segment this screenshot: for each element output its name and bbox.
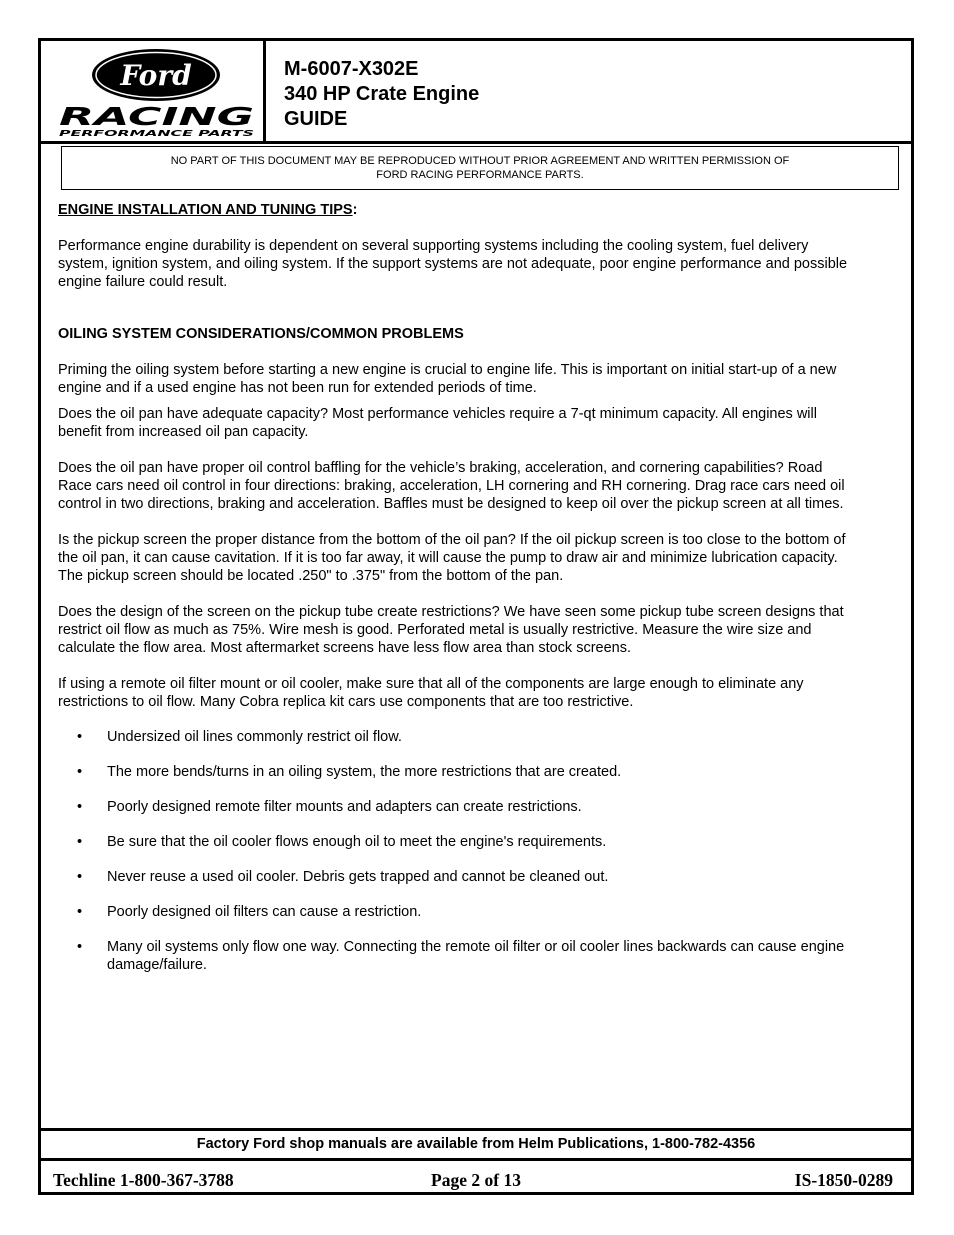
bullet-icon: • [77,939,83,955]
intro-paragraph: Performance engine durability is dependent on several supporting systems including the cooling system, fuel delivery system, ignition system, and oiling system. If the support systems are not adequate, poor engine performance and possible engine failure could result. [58,238,848,290]
paragraph: Does the oil pan have proper oil control baffling for the vehicle’s braking, acceleration, and cornering capabilities? Road Race cars need oil control in four directions: braking, acceleration, LH cornering and RH cornering. Drag race cars need oil control in two directions, braking and acceleration. Baffles must be designed to keep oil over the pickup screen at all times. [58,460,845,512]
logo-ford-text: Ford [120,59,192,92]
paragraph: Does the design of the screen on the pickup tube create restrictions? We have seen some pickup tube screen designs that restrict oil flow as much as 75%. Wire mesh is good. Perforated metal is usually restrictive. Measure the wire size and calculate the flow area. Most aftermarket screens have less flow area than stock screens. [58,604,844,656]
paragraph: Does the oil pan have adequate capacity? Most performance vehicles require a 7-qt minimum capacity. All engines will benefit from increased oil pan capacity. [58,406,817,440]
document-header [41,41,911,144]
logo-graphic [41,41,263,141]
shop-manuals-note: Factory Ford shop manuals are available from Helm Publications, 1-800-782-4356 [41,1128,911,1161]
document-frame [38,38,914,1195]
oiling-tips-list [58,728,858,974]
page-footer [41,1161,911,1192]
bullet-icon: • [77,764,83,780]
notice-line-2: FORD RACING PERFORMANCE PARTS. [376,169,584,181]
copyright-notice [61,146,899,190]
list-item: • Many oil systems only flow one way. Connecting the remote oil filter or oil cooler lines backwards can cause engine damage/failure. [77,939,845,973]
bullet-icon: • [77,834,83,850]
list-item: • Undersized oil lines commonly restrict oil flow. [77,729,402,745]
list-item: • The more bends/turns in an oiling system, the more restrictions that are created. [77,764,622,780]
list-item: • Poorly designed remote filter mounts and adapters can create restrictions. [77,799,582,815]
ford-racing-logo [41,41,266,141]
product-name: 340 HP Crate Engine [284,83,480,105]
bullet-icon: • [77,869,83,885]
paragraph: Priming the oiling system before starting a new engine is crucial to engine life. This is important on initial start-up of a new engine and if a used engine has not been run for extended periods of time. [58,362,837,396]
section-heading-oiling: OILING SYSTEM CONSIDERATIONS/COMMON PROBLEMS [58,326,464,342]
list-item: • Never reuse a used oil cooler. Debris gets trapped and cannot be cleaned out. [77,869,609,885]
techline-number: Techline 1-800-367-3788 [53,1170,234,1190]
document-body [58,201,858,991]
document-title-block [284,57,479,132]
section-heading-installation: ENGINE INSTALLATION AND TUNING TIPS: [58,202,358,218]
paragraph: Is the pickup screen the proper distance from the bottom of the oil pan? If the oil pickup screen is too close to the bottom of the oil pan, it can cause cavitation. If it is too far away, it will cause the pump to draw air and minimize lubrication capacity. The pickup screen should be located .250" to .375" from the bottom of the pan. [58,532,846,584]
list-item: • Poorly designed oil filters can cause a restriction. [77,904,422,920]
part-number: M-6007-X302E [284,58,419,80]
document-type: GUIDE [284,108,348,130]
logo-tagline-text: PERFORMANCE PARTS [59,129,255,138]
paragraph: If using a remote oil filter mount or oil cooler, make sure that all of the components are large enough to eliminate any restrictions to oil flow. Many Cobra replica kit cars use components that are too restrictive. [58,676,804,710]
list-item: • Be sure that the oil cooler flows enough oil to meet the engine's requirements. [77,834,607,850]
logo-racing-text: RACING [59,102,254,131]
document-id: IS-1850-0289 [794,1170,893,1190]
bullet-icon: • [77,904,83,920]
notice-line-1: NO PART OF THIS DOCUMENT MAY BE REPRODUCED WITHOUT PRIOR AGREEMENT AND WRITTEN PERMISSION OF [170,155,790,167]
bullet-icon: • [77,729,83,745]
bullet-icon: • [77,799,83,815]
page-number: Page 2 of 13 [431,1170,521,1190]
